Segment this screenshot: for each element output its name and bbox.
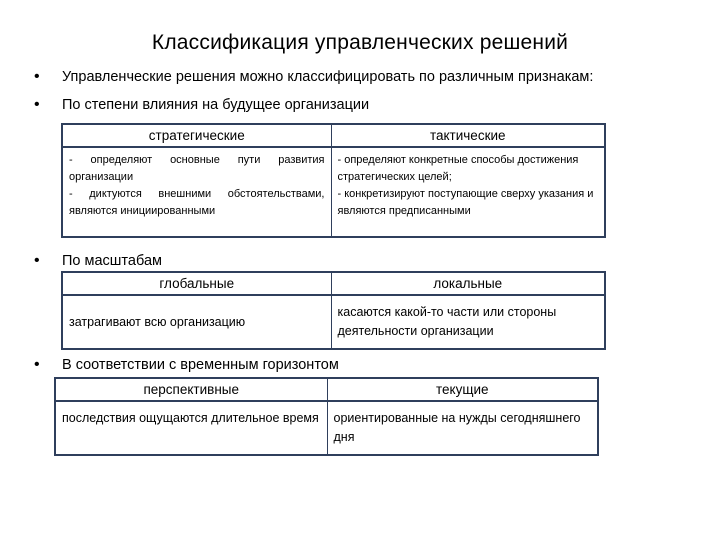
cell-perspective: последствия ощущаются длительное время	[55, 401, 327, 455]
table-scale	[61, 271, 606, 350]
cell-global: затрагивают всю организацию	[62, 295, 331, 349]
table-influence	[61, 123, 606, 238]
cell-line: - диктуются внешними обстоятельствами, являются инициированными	[69, 188, 325, 217]
slide-title: Классификация управленческих решений	[151, 31, 569, 54]
cell-tactical	[331, 147, 605, 237]
bullet-scale	[34, 252, 162, 270]
header-local: локальные	[331, 272, 605, 295]
cell-current: ориентированные на нужды сегодняшнего дня	[327, 401, 598, 455]
bullet-horizon	[34, 356, 339, 374]
bullet-influence	[34, 96, 369, 114]
bullet-text: По масштабам	[62, 253, 162, 269]
cell-local: касаются какой-то части или стороны деятельности организации	[331, 295, 605, 349]
table-horizon	[54, 377, 599, 456]
cell-line: - конкретизируют поступающие сверху указания и являются предписанными	[337, 188, 594, 217]
header-current: текущие	[327, 378, 598, 401]
bullet-marker: •	[34, 96, 40, 113]
bullet-text: В соответствии с временным горизонтом	[62, 357, 339, 373]
cell-line: - определяют конкретные способы достижения стратегических целей;	[337, 154, 579, 183]
header-tactical: тактические	[331, 124, 605, 147]
bullet-general	[34, 68, 593, 86]
bullet-text: Управленческие решения можно классифицировать по различным признакам:	[62, 69, 594, 85]
header-global: глобальные	[62, 272, 331, 295]
bullet-marker: •	[34, 68, 40, 85]
bullet-marker: •	[34, 252, 40, 269]
bullet-marker: •	[34, 356, 40, 373]
header-perspective: перспективные	[55, 378, 327, 401]
cell-strategic	[62, 147, 331, 237]
cell-line: - определяют основные пути развития организации	[69, 154, 325, 183]
header-strategic: стратегические	[62, 124, 331, 147]
bullet-text: По степени влияния на будущее организации	[62, 97, 370, 113]
